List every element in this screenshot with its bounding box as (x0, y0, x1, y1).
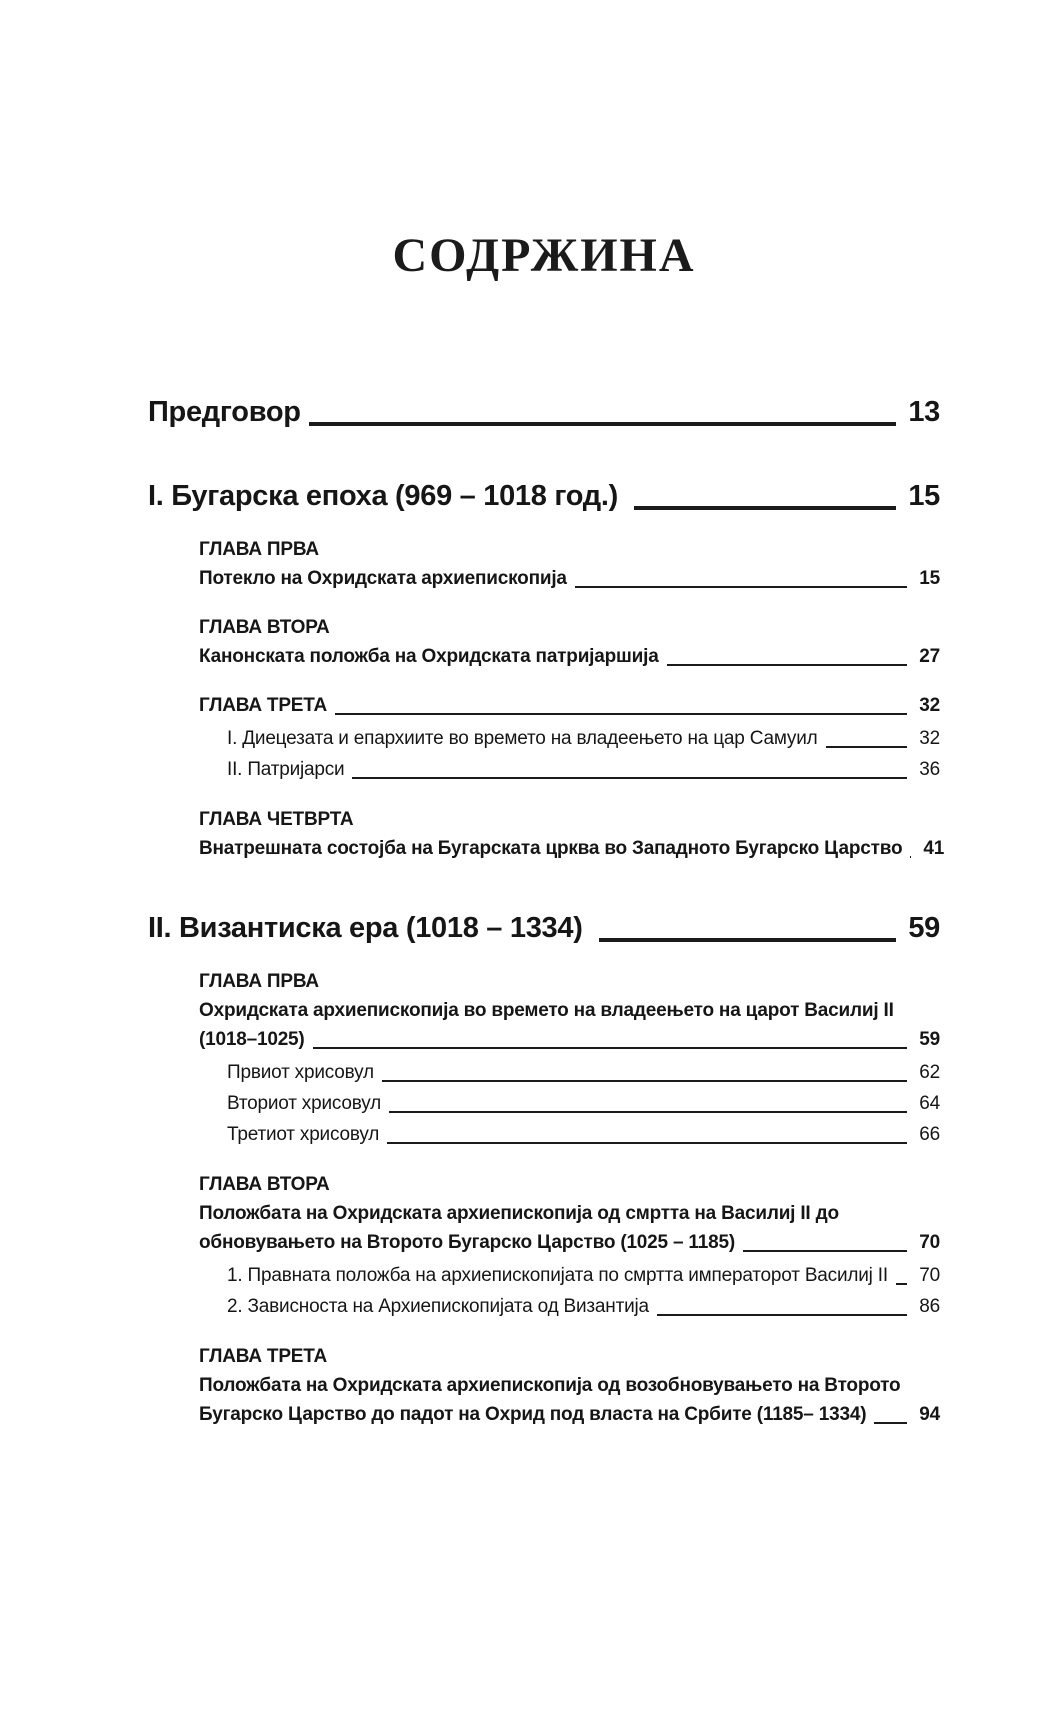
chapter-title-line-1: Положбата на Охридската архиепископија од смртта на Василиј II до (199, 1203, 839, 1224)
toc-part-2 (148, 909, 940, 947)
entry-label: Третиот хрисовул (227, 1124, 380, 1145)
chapter-title-line-1: Охридската архиепископија во времето на владеењето на царот Василиј II (199, 1000, 894, 1021)
toc-part-1 (148, 477, 940, 515)
toc-entry-subsection (227, 1260, 940, 1291)
chapter-group (199, 967, 940, 1150)
entry-page-number: 36 (919, 759, 940, 780)
entry-label: Првиот хрисовул (227, 1062, 374, 1083)
entry-page-number: 70 (919, 1265, 940, 1286)
chapter-group (199, 613, 940, 671)
chapter-heading: ГЛАВА ПРВА (199, 539, 319, 560)
entry-page-number: 64 (919, 1093, 940, 1114)
entry-label: Вториот хрисовул (227, 1093, 382, 1114)
dotted-leader (649, 1311, 912, 1312)
entry-page-number: 32 (919, 728, 940, 749)
dotted-leader (374, 1077, 912, 1078)
chapter-group (199, 1342, 940, 1429)
entry-page-number: 94 (919, 1404, 940, 1425)
entry-page-number: 62 (919, 1062, 940, 1083)
toc-entry-subsection (227, 1291, 940, 1322)
entry-label: Внатрешната состојба на Бугарската црква во Западното Бугарско Царство (199, 838, 903, 859)
entry-label: Канонската положба на Охридската патријаршија (199, 646, 659, 667)
entry-label: Предговор (148, 396, 301, 428)
chapter-group (199, 535, 940, 593)
subsection-list (199, 1260, 940, 1322)
entry-label: Бугарско Царство до падот на Охрид под власта на Србите (1185– 1334) (199, 1404, 867, 1425)
toc-entry-chapter (199, 1025, 940, 1054)
dotted-leader (902, 853, 916, 854)
entry-label: (1018–1025) (199, 1029, 305, 1050)
toc-entry-subsection (227, 1119, 940, 1150)
entry-page-number: 66 (919, 1124, 940, 1145)
entry-page-number: 41 (923, 838, 945, 859)
toc-entry-chapter (199, 1228, 940, 1257)
chapter-heading: ГЛАВА ЧЕТВРТА (199, 809, 354, 830)
chapter-heading: ГЛАВА ТРЕТА (199, 1346, 328, 1367)
chapter-group (199, 691, 940, 785)
dotted-leader (301, 420, 902, 421)
entry-label: I. Диецезата и епархиите во времето на владеењето на цар Самуил (227, 728, 818, 749)
entry-label: Потекло на Охридската архиепископија (199, 568, 567, 589)
entry-label: I. Бугарска епоха (969 – 1018 год.) (148, 480, 618, 512)
entry-page-number: 27 (919, 646, 940, 667)
toc-entry-chapter (199, 691, 940, 720)
toc-entry-chapter (199, 834, 945, 863)
entry-label: 1. Правната положба на архиепископијата по смртта императорот Василиј II (227, 1265, 888, 1286)
entry-page-number: 59 (908, 912, 940, 944)
entry-page-number: 15 (908, 480, 940, 512)
toc-page (0, 228, 1064, 1429)
entry-page-number: 70 (919, 1232, 940, 1253)
toc-entry-subsection (227, 723, 940, 754)
dotted-leader (567, 583, 912, 584)
toc-entry-chapter (199, 642, 940, 671)
entry-label: обновувањето на Второто Бугарско Царство (1025 – 1185) (199, 1232, 735, 1253)
dotted-leader (381, 1108, 912, 1109)
toc-entry-preface (148, 393, 940, 431)
chapter-group (199, 805, 945, 863)
dotted-leader (591, 936, 902, 937)
toc-entry-chapter (199, 1400, 940, 1429)
chapter-group (199, 1170, 940, 1322)
dotted-leader (379, 1139, 912, 1140)
dotted-leader (659, 661, 913, 662)
toc-entry-subsection (227, 1088, 940, 1119)
dotted-leader (344, 774, 912, 775)
entry-page-number: 59 (919, 1029, 940, 1050)
chapter-heading: ГЛАВА ВТОРА (199, 617, 330, 638)
entry-label: ГЛАВА ТРЕТА (199, 695, 328, 716)
dotted-leader (888, 1280, 912, 1281)
entry-label: II. Патријарси (227, 759, 345, 780)
page-title: СОДРЖИНА (392, 229, 696, 282)
dotted-leader (305, 1044, 913, 1045)
entry-page-number: 86 (919, 1296, 940, 1317)
dotted-leader (327, 710, 912, 711)
subsection-list (199, 1057, 940, 1150)
entry-label: 2. Зависноста на Архиепископијата од Византија (227, 1296, 649, 1317)
entry-page-number: 15 (919, 568, 940, 589)
toc-entry-subsection (227, 1057, 940, 1088)
entry-label: II. Византиска ера (1018 – 1334) (148, 912, 583, 944)
subsection-list (199, 723, 940, 785)
dotted-leader (818, 743, 913, 744)
chapter-title-line-1: Положбата на Охридската архиепископија од возобновувањето на Второто (199, 1375, 901, 1396)
entry-page-number: 32 (919, 695, 940, 716)
chapter-heading: ГЛАВА ПРВА (199, 971, 319, 992)
chapter-heading: ГЛАВА ВТОРА (199, 1174, 330, 1195)
dotted-leader (735, 1247, 912, 1248)
dotted-leader (626, 504, 901, 505)
entry-page-number: 13 (908, 396, 940, 428)
toc-entry-subsection (227, 754, 940, 785)
dotted-leader (866, 1419, 912, 1420)
toc-entry-chapter (199, 564, 940, 593)
